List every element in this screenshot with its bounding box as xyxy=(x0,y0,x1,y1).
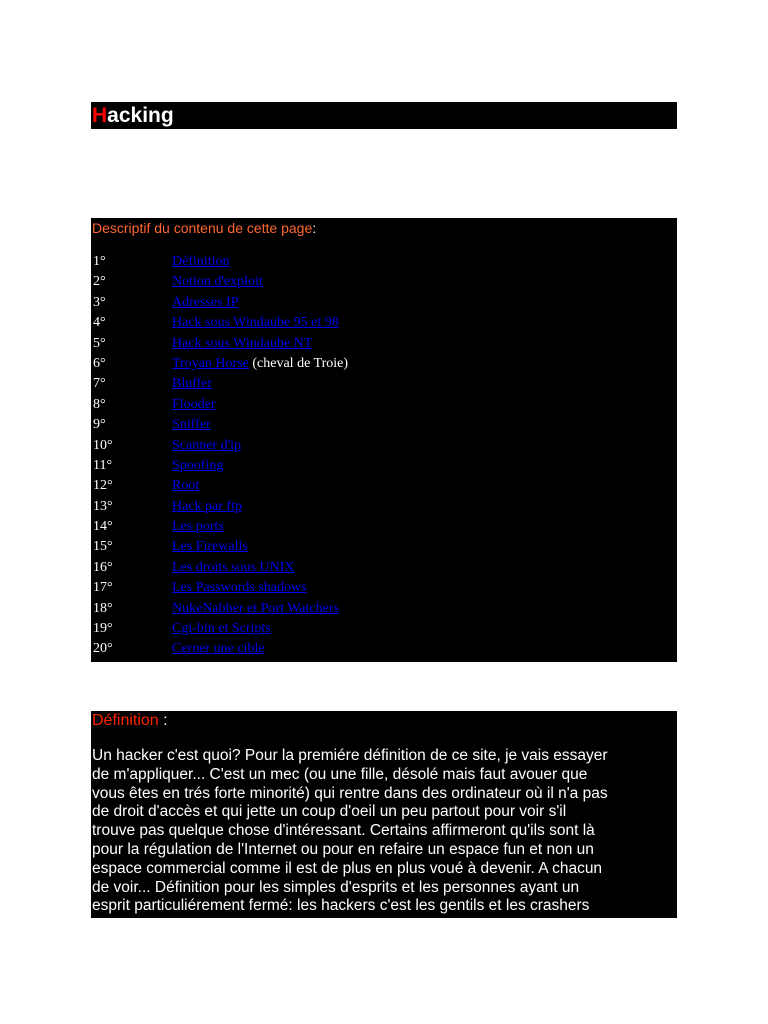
toc-link[interactable]: Définition xyxy=(172,254,230,269)
toc-item-number: 13° xyxy=(93,498,113,514)
toc-link[interactable]: Sniffer xyxy=(172,417,211,433)
toc-item-number: 14° xyxy=(93,519,113,535)
toc-heading-text: Descriptif du contenu de cette page xyxy=(92,220,313,236)
toc-item xyxy=(91,272,677,292)
toc-link[interactable]: NukeNabber et Port Watchers xyxy=(172,600,339,616)
toc-item-entry xyxy=(172,252,230,272)
toc-item-number: 20° xyxy=(93,641,113,657)
toc-item-entry xyxy=(172,374,212,394)
toc-item-entry xyxy=(172,476,199,496)
toc-item-number: 2° xyxy=(93,274,106,290)
toc-item xyxy=(91,395,677,415)
toc-item xyxy=(91,639,677,659)
toc-item xyxy=(91,537,677,557)
toc-link[interactable]: Adresses IP xyxy=(172,294,239,310)
toc-heading-colon: : xyxy=(312,220,317,236)
toc-item xyxy=(91,354,677,374)
toc-item-number: 3° xyxy=(93,294,106,310)
toc-item-number: 7° xyxy=(93,376,106,392)
toc-item xyxy=(91,293,677,313)
toc-item xyxy=(91,619,677,639)
toc-item xyxy=(91,334,677,354)
toc-item-entry xyxy=(172,537,248,557)
page-title-first-letter: H xyxy=(92,104,108,127)
toc-link[interactable]: Bluffer xyxy=(172,376,213,392)
toc-item-entry xyxy=(172,619,271,639)
toc-item-number: 15° xyxy=(93,539,113,555)
toc-link[interactable]: Cgi-bin et Scripts xyxy=(172,621,271,637)
toc-item xyxy=(91,252,677,272)
toc-item-entry xyxy=(172,558,295,578)
toc-item xyxy=(91,497,677,517)
toc-item xyxy=(91,476,677,496)
toc-item xyxy=(91,558,677,578)
toc-item xyxy=(91,456,677,476)
toc-link[interactable]: Flooder xyxy=(172,396,216,412)
toc-item-entry xyxy=(172,293,239,313)
definition-heading xyxy=(92,711,168,731)
toc-item xyxy=(91,313,677,333)
toc-item xyxy=(91,578,677,598)
toc-heading xyxy=(92,219,316,237)
definition-body: Un hacker c'est quoi? Pour la premiére définition de ce site, je vais essayer de m'appliquer... C'est un mec (ou une fille, désolé mais faut avouer que vous êtes en trés forte minorité) qui rentre dans des ordinateur où il n'a pas de droit d'accès et qui jette un coup d'oeil un peu partout pour voir s'il trouve pas quelque chose d'intéressant. Certains affirmeront qu'ils sont là pour la régulation de l'Internet ou pour en refaire un espace fun et non un espace commercial comme il est de plus en plus voué à devenir. A chacun de voir... Définition pour les simples d'esprits et les personnes ayant un esprit particuliérement fermé: les hackers c'est les gentils et les crashers xyxy=(92,747,608,915)
toc-item-number: 12° xyxy=(93,478,113,494)
toc-item-number: 8° xyxy=(93,396,106,412)
toc-link[interactable]: Scanner d'ip xyxy=(172,437,242,453)
page-title-bar xyxy=(91,102,677,129)
toc-item-number: 1° xyxy=(93,254,106,269)
toc-link[interactable]: Hack sous Windaube 95 et 98 xyxy=(172,315,339,331)
toc-item-entry xyxy=(172,599,339,619)
toc-item-entry xyxy=(172,456,223,476)
toc-list xyxy=(91,252,677,660)
toc-item-entry xyxy=(172,436,241,456)
toc-item-suffix: (cheval de Troie) xyxy=(248,355,349,371)
toc-item-number: 6° xyxy=(93,355,106,371)
toc-item-number: 11° xyxy=(93,457,113,473)
toc-item xyxy=(91,374,677,394)
page-title xyxy=(92,103,174,129)
toc-item-number: 16° xyxy=(93,559,113,575)
toc-item xyxy=(91,517,677,537)
toc-link[interactable]: Root xyxy=(172,478,200,494)
table-of-contents xyxy=(91,218,677,662)
toc-item-number: 10° xyxy=(93,437,113,453)
toc-link[interactable]: Hack sous Windaube NT xyxy=(172,335,313,351)
toc-link[interactable]: Les Firewalls xyxy=(172,539,248,555)
toc-item xyxy=(91,436,677,456)
toc-link[interactable]: Hack par ftp xyxy=(172,498,242,514)
definition-section xyxy=(91,711,677,918)
toc-item-entry xyxy=(172,354,348,374)
toc-link[interactable]: Troyan Horse xyxy=(172,355,249,371)
toc-item-number: 17° xyxy=(93,580,113,596)
toc-link[interactable]: Notion d'exploit xyxy=(172,274,263,290)
toc-item-number: 19° xyxy=(93,621,113,637)
toc-item-number: 4° xyxy=(93,315,106,331)
toc-item-number: 5° xyxy=(93,335,106,351)
toc-item xyxy=(91,415,677,435)
toc-item-entry xyxy=(172,415,211,435)
toc-item-entry xyxy=(172,578,307,598)
toc-item xyxy=(91,599,677,619)
toc-item-entry xyxy=(172,334,312,354)
toc-item-number: 18° xyxy=(93,600,113,616)
toc-item-entry xyxy=(172,395,216,415)
toc-item-entry xyxy=(172,639,265,659)
toc-item-entry xyxy=(172,497,242,517)
toc-item-entry xyxy=(172,313,339,333)
definition-heading-text: Définition xyxy=(92,712,159,729)
toc-link[interactable]: Spoofing xyxy=(172,457,224,473)
toc-link[interactable]: Les ports xyxy=(172,519,224,535)
definition-heading-colon: : xyxy=(158,712,168,729)
toc-item-entry xyxy=(172,272,263,292)
toc-link[interactable]: Les droits sous UNIX xyxy=(172,559,295,575)
toc-link[interactable]: Les Passwords shadows xyxy=(172,580,307,596)
toc-link[interactable]: Cerner une cible xyxy=(172,641,265,657)
toc-item-entry xyxy=(172,517,224,537)
page-title-rest: acking xyxy=(107,104,174,127)
toc-item-number: 9° xyxy=(93,417,106,433)
